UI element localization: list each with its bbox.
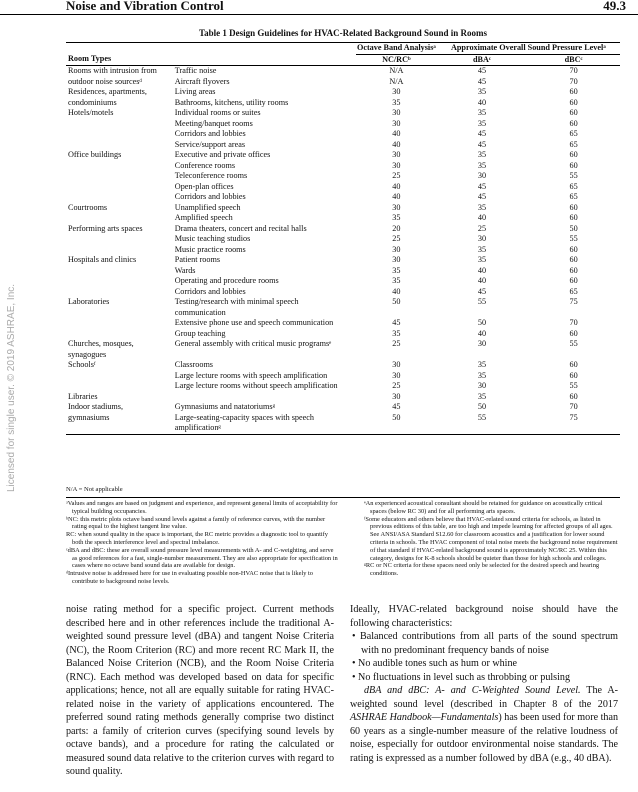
ncrc-cell: N/A <box>356 66 437 77</box>
dbc-cell: 65 <box>569 192 578 201</box>
section-heading: dBA and dBC: A- and C-Weighted Sound Level. <box>364 685 581 696</box>
body-right-column <box>350 603 618 765</box>
ncrc-cell: 35 <box>392 328 401 338</box>
table-row <box>66 318 620 329</box>
room-type-cell <box>66 308 175 319</box>
room-type-cell <box>66 161 175 172</box>
space-type-cell: Large lecture rooms with speech amplification <box>174 370 328 380</box>
dbc-cell: 55 <box>569 171 578 180</box>
table-row <box>66 98 620 109</box>
table-row <box>66 171 620 182</box>
space-type-cell: Aircraft flyovers <box>174 76 230 86</box>
paragraph-text-a: The A-weighted sound level (described in Chapter 8 of the 2017 <box>350 685 618 710</box>
dbc-cell: 75 <box>569 297 578 306</box>
space-type-cell: Drama theaters, concert and recital halls <box>174 223 307 233</box>
dba-cell: 55 <box>477 297 487 306</box>
ncrc-cell: 40 <box>392 139 401 149</box>
dba-cell: 55 <box>477 412 487 422</box>
ncrc-cell: N/A <box>389 76 404 86</box>
table-row <box>66 413 620 424</box>
ncrc-cell: 30 <box>392 118 401 128</box>
room-type-cell: gymnasiums <box>68 412 110 422</box>
dbc-cell <box>527 350 620 361</box>
table-row <box>66 360 620 371</box>
room-type-cell: Laboratories <box>68 297 110 306</box>
dba-cell: 45 <box>477 129 487 138</box>
list-item: • No audible tones such as hum or whine <box>352 658 518 669</box>
space-type-cell: Patient rooms <box>174 255 221 264</box>
room-type-cell: Churches, mosques, <box>68 339 134 348</box>
space-type-cell: Corridors and lobbies <box>174 129 246 138</box>
list-item: • Balanced contributions from all parts of the sound spectrum with no predominant frequency bands of noise <box>352 631 618 656</box>
dbc-cell: 60 <box>569 118 578 128</box>
ncrc-cell: 30 <box>392 150 401 159</box>
dba-cell: 40 <box>477 276 487 285</box>
dbc-cell: 70 <box>527 66 620 77</box>
dbc-header: dBCᶜ <box>564 54 583 64</box>
space-type-cell: Individual rooms or suites <box>174 108 261 117</box>
table-row <box>66 339 620 350</box>
dba-cell: 35 <box>477 160 487 170</box>
dbc-cell: 60 <box>569 87 578 96</box>
space-type-cell: Group teaching <box>174 328 226 338</box>
ncrc-cell: 30 <box>392 108 401 117</box>
dba-cell: 40 <box>477 97 487 107</box>
footnote: ᶠSome educators and others believe that HVAC-related sound criteria for schools, as listed in previous editions of this table, are too high and impede learning for affected groups of all ages. See ANSI/ASA Standard S12.60 for classroom acoustics and a justification for lower sound criteria in schools. The HVAC component of total noise meets the background noise requirement of that standard if HVAC-related background sound is approximately NC/RC 25. Within this category, designs for K-8 schools should be quieter than those for high schools and colleges. <box>364 515 618 562</box>
room-type-cell <box>66 213 175 224</box>
page-number: 49.3 <box>603 0 626 13</box>
table-row <box>66 203 620 214</box>
table-row <box>66 392 620 403</box>
dbc-cell: 75 <box>569 412 578 422</box>
dbc-cell: 55 <box>569 339 578 348</box>
space-type-cell: Corridors and lobbies <box>174 286 246 296</box>
footnote: RC: when sound quality in the space is important, the RC metric provides a diagnostic tool to quantify both the speech interference level and spectral imbalance. <box>66 531 328 546</box>
paragraph-text-b: ) has been used for more than 60 years as a single-number measure of the relative loudness of noise, especially for outdoor environmental noise standards. The rating is expressed as a number followed by dBA (e.g., 40 dBA). <box>350 712 618 764</box>
table-notes <box>66 486 620 585</box>
room-type-cell: Courtrooms <box>68 202 108 212</box>
dbc-cell: 60 <box>569 360 578 369</box>
dba-cell: 35 <box>477 202 487 212</box>
dba-cell: 35 <box>477 118 487 128</box>
ncrc-cell: 25 <box>392 171 401 180</box>
table-row <box>66 213 620 224</box>
space-type-cell <box>175 350 356 361</box>
table-row <box>66 329 620 340</box>
dba-cell: 30 <box>477 339 487 348</box>
dba-cell: 35 <box>477 87 487 96</box>
ncrc-cell: 30 <box>392 160 401 170</box>
room-type-cell: synagogues <box>68 349 107 359</box>
room-type-cell: Indoor stadiums, <box>68 402 124 411</box>
dbc-cell: 50 <box>569 223 578 233</box>
table-row <box>66 161 620 172</box>
ncrc-cell: 20 <box>392 223 401 233</box>
ncrc-cell <box>356 423 437 434</box>
na-note: N/A = Not applicable <box>66 486 123 493</box>
body-left-column <box>66 603 334 779</box>
room-type-cell <box>66 287 175 298</box>
room-type-cell <box>66 119 175 130</box>
space-type-cell: Teleconference rooms <box>174 171 248 180</box>
dbc-cell: 60 <box>569 244 578 254</box>
dbc-cell: 60 <box>569 97 578 107</box>
ncrc-cell: 30 <box>392 391 401 401</box>
dba-cell: 45 <box>437 66 528 77</box>
space-type-cell: Open-plan offices <box>174 181 234 191</box>
chapter-title: Noise and Vibration Control <box>66 0 224 13</box>
dba-header: dBAᶜ <box>472 54 491 64</box>
table-row <box>66 402 620 413</box>
table-row <box>66 381 620 392</box>
space-type-cell: Conference rooms <box>174 160 236 170</box>
table-row <box>66 224 620 235</box>
space-type-cell: Meeting/banquet rooms <box>174 118 253 128</box>
dba-cell <box>437 423 528 434</box>
dbc-cell: 65 <box>569 286 578 296</box>
room-type-cell: Libraries <box>68 391 98 401</box>
ncrc-cell: 30 <box>392 370 401 380</box>
space-type-cell: Living areas <box>174 87 216 96</box>
room-type-cell <box>66 381 175 392</box>
dbc-cell: 60 <box>569 391 578 401</box>
dbc-cell: 60 <box>569 202 578 212</box>
table-row <box>66 423 620 434</box>
table-group-header-row <box>66 43 620 55</box>
ncrc-cell: 30 <box>392 202 401 212</box>
table-row <box>66 276 620 287</box>
table-row <box>66 182 620 193</box>
ncrc-cell: 30 <box>392 244 401 254</box>
room-type-cell: Schoolsᶠ <box>68 360 96 369</box>
space-type-cell: Service/support areas <box>174 139 246 149</box>
license-watermark: Licensed for single user. © 2019 ASHRAE, Inc. <box>6 283 17 492</box>
table-row <box>66 350 620 361</box>
footnote: ᵇNC: this metric plots octave band sound levels against a family of reference curves, with the number rating equal to the highest tangent line value. <box>66 515 326 531</box>
room-type-cell: Office buildings <box>68 150 122 159</box>
ncrc-cell: 30 <box>392 360 401 369</box>
table-row <box>66 119 620 130</box>
dba-cell: 30 <box>477 171 487 180</box>
table-row <box>66 297 620 308</box>
guidelines-table <box>66 42 620 435</box>
dba-cell <box>437 350 528 361</box>
room-type-cell <box>66 192 175 203</box>
room-type-cell <box>66 266 175 277</box>
dbc-cell: 60 <box>569 150 578 159</box>
dbc-cell: 60 <box>569 265 578 275</box>
dba-cell: 50 <box>477 318 487 327</box>
ncrc-cell: 40 <box>392 129 401 138</box>
dba-cell: 25 <box>477 223 487 233</box>
running-header <box>0 0 638 15</box>
dbc-cell: 65 <box>569 181 578 191</box>
ncrc-cell: 50 <box>392 412 401 422</box>
room-type-cell <box>66 245 175 256</box>
room-types-header: Room Types <box>68 54 112 63</box>
table-row <box>66 150 620 161</box>
dba-cell: 45 <box>477 181 487 191</box>
ncrc-cell: 40 <box>392 286 401 296</box>
space-type-cell: Music teaching studios <box>174 234 251 243</box>
dbc-cell <box>527 308 620 319</box>
ncrc-cell: 25 <box>392 381 401 390</box>
dba-cell: 45 <box>477 286 487 296</box>
table-row <box>66 87 620 98</box>
ncrc-cell: 25 <box>392 234 401 243</box>
footnote: ᵃValues and ranges are based on judgment and experience, and represent general limits of acceptability for typical building occupancies. <box>66 500 338 515</box>
dba-cell: 40 <box>477 265 487 275</box>
space-type-cell: Wards <box>174 265 196 275</box>
dbc-cell: 55 <box>569 234 578 243</box>
table-column-header-row <box>66 54 620 66</box>
dbc-cell: 60 <box>569 108 578 117</box>
dba-cell: 50 <box>477 402 487 411</box>
room-type-cell <box>66 171 175 182</box>
table-row <box>66 234 620 245</box>
dbc-cell: 60 <box>569 328 578 338</box>
space-type-cell: Operating and procedure rooms <box>174 276 279 285</box>
room-type-cell: Residences, apartments, <box>68 87 147 96</box>
body-intro: Ideally, HVAC-related background noise should have the following characteristics: <box>350 604 618 629</box>
room-type-cell <box>66 371 175 382</box>
space-type-cell: Traffic noise <box>175 66 356 77</box>
body-paragraph: noise rating method for a specific project. Current methods described here and in other references include the traditional A-weighted sound pressure level (dBA) and tangent Noise Criteria (NC), the Room Criterion (RC) and more recent RC Mark II, the Balanced Noise Criterion (NCB), and the Room Noise Criteria (RNC). Each method was developed based on data for specific applications; hence, not all are equally suitable for rating HVAC-related noise in the variety of applications encountered. The preferred sound rating methods generally comprise two distinct parts: a family of criterion curves (specifying sound levels by octave bands), and a procedure for rating the calculated or measured sound data relative to the criterion curves with regard to sound quality. <box>66 604 334 777</box>
list-item: • No fluctuations in level such as throbbing or pulsing <box>352 671 570 683</box>
dbc-cell: 60 <box>569 213 578 222</box>
space-type-cell <box>175 392 356 403</box>
table-row <box>66 245 620 256</box>
dbc-cell: 65 <box>569 129 578 138</box>
table-row <box>66 108 620 119</box>
ncrc-cell: 35 <box>392 276 401 285</box>
space-type-cell: Amplified speech <box>174 213 233 222</box>
ncrc-cell: 35 <box>392 213 401 222</box>
ncrc-cell: 35 <box>392 97 401 107</box>
dbc-cell: 60 <box>569 276 578 285</box>
dbc-cell: 60 <box>569 370 578 380</box>
dba-cell: 35 <box>477 391 487 401</box>
dbc-cell: 60 <box>569 255 578 264</box>
dbc-cell: 70 <box>569 402 578 411</box>
table-row <box>66 255 620 266</box>
footnote: ᵍRC or NC criteria for these spaces need only be selected for the desired speech and hearing conditions. <box>364 562 600 578</box>
room-type-cell: outdoor noise sourcesᵈ <box>68 76 142 86</box>
space-type-cell: communication <box>174 307 226 317</box>
dba-cell: 45 <box>477 76 487 86</box>
footnote: ᶜdBA and dBC: these are overall sound pressure level measurements with A- and C-weighting, and serve as good references for a fast, single-number measurement. They are also appropriate for specification in cases where no octave band sound data are available for design. <box>66 546 338 570</box>
dba-cell <box>437 308 528 319</box>
space-type-cell: Corridors and lobbies <box>174 192 246 201</box>
table-row <box>66 140 620 151</box>
dba-cell: 35 <box>477 150 487 159</box>
ncrc-cell: 40 <box>392 181 401 191</box>
octave-band-head: Octave Band Analysisᵃ <box>356 43 436 52</box>
space-type-cell: Large-seating-capacity spaces with speech <box>174 412 314 422</box>
ncrc-cell: 30 <box>392 255 401 264</box>
room-type-cell <box>66 129 175 140</box>
ncrc-cell: 45 <box>392 318 401 327</box>
space-type-cell: Executive and private offices <box>174 150 271 159</box>
space-type-cell: Large lecture rooms without speech amplification <box>174 381 338 390</box>
footnote: ᵉAn experienced acoustical consultant should be retained for guidance on acoustically critical spaces (below RC 30) and for all performing arts spaces. <box>364 500 603 515</box>
room-type-cell: Rooms with intrusion from <box>66 66 175 77</box>
table-row <box>66 192 620 203</box>
dbc-cell: 70 <box>569 318 578 327</box>
table-row <box>66 371 620 382</box>
room-type-cell <box>66 329 175 340</box>
dba-cell: 30 <box>477 234 487 243</box>
room-type-cell: condominiums <box>68 97 117 107</box>
room-type-cell <box>66 182 175 193</box>
ncrc-header: NC/RCᵇ <box>382 54 411 64</box>
table-row <box>66 77 620 88</box>
space-type-cell: Extensive phone use and speech communication <box>174 318 334 327</box>
space-type-cell: General assembly with critical music programsᵉ <box>174 339 332 348</box>
handbook-reference: ASHRAE Handbook—Fundamentals <box>350 712 499 723</box>
ncrc-cell <box>356 308 437 319</box>
notes-right-column <box>364 500 620 578</box>
ncrc-cell: 40 <box>392 192 401 201</box>
space-type-cell: Unamplified speech <box>174 202 241 212</box>
dba-dbc-paragraph <box>350 684 618 765</box>
dbc-cell: 55 <box>569 381 578 390</box>
room-type-cell <box>66 276 175 287</box>
dba-cell: 35 <box>477 108 487 117</box>
room-type-cell: Hotels/motels <box>68 108 114 117</box>
table-row <box>66 308 620 319</box>
dba-cell: 35 <box>477 244 487 254</box>
room-type-cell <box>66 318 175 329</box>
dbc-cell: 65 <box>569 139 578 149</box>
table-row <box>66 287 620 298</box>
room-type-cell: Performing arts spaces <box>68 223 143 233</box>
room-type-cell <box>66 234 175 245</box>
ncrc-cell: 25 <box>392 339 401 348</box>
table-title: Table 1 Design Guidelines for HVAC-Related Background Sound in Rooms <box>199 28 487 38</box>
dbc-cell: 60 <box>569 160 578 170</box>
space-type-cell: Testing/research with minimal speech <box>174 297 299 306</box>
dba-cell: 45 <box>477 139 487 149</box>
dba-cell: 45 <box>477 192 487 201</box>
space-type-cell: Bathrooms, kitchens, utility rooms <box>174 97 289 107</box>
dba-cell: 40 <box>477 328 487 338</box>
dba-cell: 35 <box>477 370 487 380</box>
ncrc-cell: 30 <box>392 87 401 96</box>
space-type-cell: amplificationᵍ <box>175 423 356 434</box>
dba-cell: 35 <box>477 255 487 264</box>
space-type-cell: Gymnasiums and natatoriumsᵍ <box>174 402 276 411</box>
footnote: ᵈIntrusive noise is addressed here for use in evaluating possible non-HVAC noise that is likely to contribute to background noise levels. <box>66 570 313 585</box>
room-type-cell <box>66 423 175 434</box>
dba-cell: 35 <box>477 360 487 369</box>
ncrc-cell <box>356 350 437 361</box>
characteristics-list <box>350 630 618 684</box>
room-type-cell: Hospitals and clinics <box>68 255 137 264</box>
notes-left-column <box>66 500 338 586</box>
dba-cell: 30 <box>477 381 487 390</box>
ncrc-cell: 35 <box>392 265 401 275</box>
overall-spl-head: Approximate Overall Sound Pressure Levelᵃ <box>437 43 620 55</box>
ncrc-cell: 45 <box>392 402 401 411</box>
dbc-cell: 70 <box>569 76 578 86</box>
room-type-cell <box>66 140 175 151</box>
table-row <box>66 66 620 77</box>
dba-cell: 40 <box>477 213 487 222</box>
space-type-cell: Music practice rooms <box>174 244 246 254</box>
space-type-cell: Classrooms <box>174 360 213 369</box>
table-row <box>66 266 620 277</box>
ncrc-cell: 50 <box>392 297 401 306</box>
dbc-cell <box>527 423 620 434</box>
table-row <box>66 129 620 140</box>
